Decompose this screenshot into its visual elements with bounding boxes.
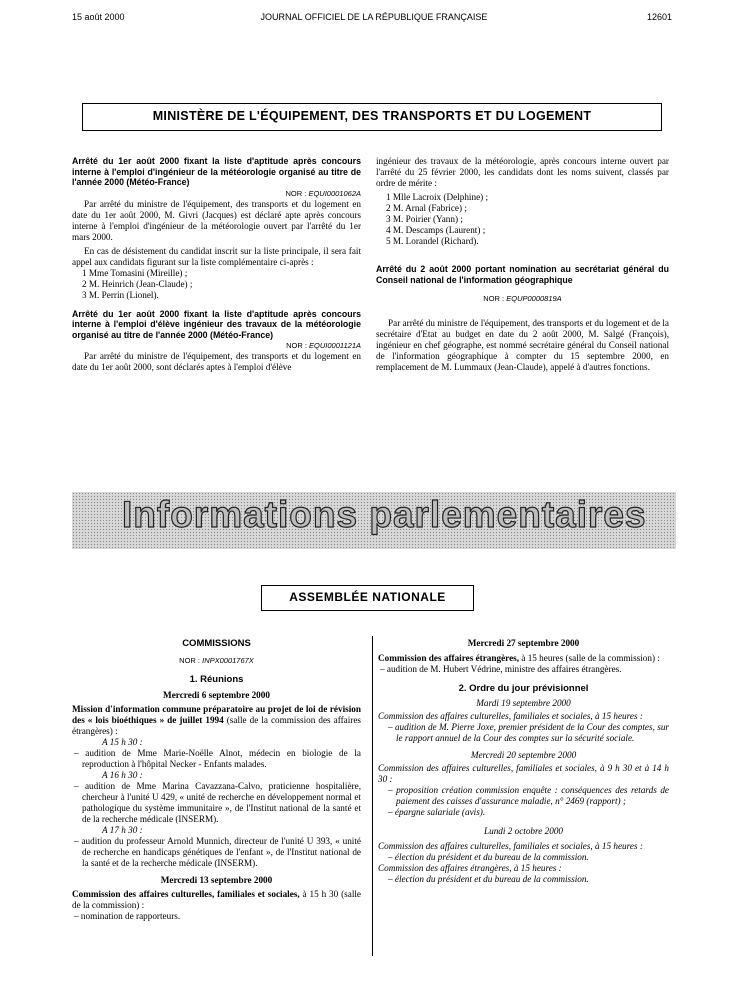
day-heading: Mercredi 6 septembre 2000	[163, 690, 270, 700]
arrete-1-paragraph-1: Par arrêté du ministre de l'équipement, des transports et du logement en date du 1er août 2000, M. Givri (Jacques) est déclaré apte après concours interne à l'emploi d'ingénieur de la météorologie ouvert par l'arrêté du 1er mars 2000.	[72, 198, 361, 242]
commission-paragraph	[378, 653, 669, 664]
section-banner	[72, 492, 676, 549]
arrete-1-paragraph-2: En cas de désistement du candidat inscrit sur la liste principale, il sera fait appel aux candidats figurant sur la liste complémentaire ci-après :	[72, 245, 361, 267]
ordre-heading: 2. Ordre du jour prévisionnel	[458, 683, 589, 694]
day-heading: Lundi 2 octobre 2000	[483, 826, 564, 836]
time-slot: A 16 h 30 :	[102, 770, 143, 780]
list-item: 2 M. Heinrich (Jean-Claude) ;	[82, 278, 193, 289]
reunions-heading: 1. Réunions	[189, 674, 244, 685]
nor-label: NOR :	[179, 656, 201, 665]
day-heading: Mercredi 27 septembre 2000	[467, 638, 580, 648]
time-slot: A 15 h 30 :	[102, 737, 143, 747]
list-item: 2 M. Arnal (Fabrice) ;	[386, 203, 467, 213]
arrete-2-paragraph-1: Par arrêté du ministre de l'équipement, des transports et du logement en date du 1er août 2000, sont déclarés aptes à l'emploi d'élève	[72, 351, 361, 372]
commission-name: Commission des affaires culturelles, familiales et sociales,	[72, 889, 300, 899]
time-slot: A 17 h 30 :	[102, 825, 143, 835]
nor-label: NOR :	[285, 188, 307, 198]
ministry-title: MINISTÈRE DE L'ÉQUIPEMENT, DES TRANSPORTS ET DU LOGEMENT	[152, 109, 592, 123]
agenda-item: – élection du président et du bureau de la commission.	[388, 852, 589, 862]
header-page-number: 12601	[646, 12, 672, 22]
left-top-column	[72, 156, 361, 373]
list-item: 3 M. Perrin (Lionel).	[82, 289, 159, 300]
agenda-item: – audition de M. Hubert Védrine, ministre des affaires étrangères.	[380, 664, 622, 674]
commissions-heading: COMMISSIONS	[182, 638, 251, 649]
right-bottom-column	[378, 638, 669, 885]
nor-code: EQUI0001121A	[309, 341, 361, 350]
agenda-item: – nomination de rapporteurs.	[74, 911, 181, 921]
list-item: 1 Mme Tomasini (Mireille) ;	[82, 267, 188, 278]
assembly-title-box	[261, 585, 474, 611]
agenda-item: – audition du professeur Arnold Munnich, directeur de l'unité U 393, « unité de recherche en handicaps génétiques de l'enfant », de l'Institut national de la santé et de la recherche médicale (INSERM).	[74, 836, 361, 868]
arrete-2-title: Arrêté du 1er août 2000 fixant la liste d'aptitude après concours interne à l'emploi d'élève ingénieur des travaux de la météorologie organisé au titre de l'année 2000 (Météo-France)	[72, 308, 361, 340]
mission-paragraph	[72, 704, 361, 737]
agenda-item: – audition de Mme Marina Cavazzana-Calvo, praticienne hospitalière, chercheur à l'unité U 429, « unité de recherche en développement normal et pathologique du système immunitaire », de l'Institut national de la santé et de la recherche médicale (INSERM).	[74, 781, 361, 824]
banner-title: Informations parlementaires	[122, 494, 647, 535]
agenda-item: – épargne salariale (avis).	[388, 807, 486, 817]
nor-label: NOR :	[483, 294, 505, 303]
list-item: 5 M. Lorandel (Richard).	[386, 236, 479, 246]
commission-paragraph: Commission des affaires culturelles, familiales et sociales, à 15 heures :	[378, 711, 643, 721]
list-item: 1 Mlle Lacroix (Delphine) ;	[386, 192, 489, 202]
list-item: 4 M. Descamps (Laurent) ;	[386, 225, 486, 235]
nor-code: EQUP0000819A	[506, 294, 562, 303]
agenda-item: – audition de M. Pierre Joxe, premier président de la Cour des comptes, sur le rapport annuel de la Cour des comptes sur la sécurité sociale.	[388, 722, 669, 743]
commission-details: à 15 h 30 (salle de la commission) :	[72, 889, 361, 910]
nor-code: INPX0001767X	[202, 656, 254, 665]
mission-location: (salle de la commission des affaires étrangères) :	[72, 715, 361, 736]
mission-title: Mission d'information commune préparatoire au projet de loi de révision des « lois bioéthiques » de juillet 1994	[72, 704, 361, 725]
header-journal-title: JOURNAL OFFICIEL DE LA RÉPUBLIQUE FRANÇAISE	[260, 12, 488, 22]
agenda-item: – audition de Mme Marie-Noëlle Alnot, médecin en biologie de la reproduction à l'hôpital Necker - Enfants malades.	[74, 748, 361, 769]
ministry-title-box	[82, 103, 662, 131]
nor-code: EQUI0001062A	[308, 188, 361, 198]
commission-paragraph	[72, 889, 361, 911]
commission-details: à 15 heures (salle de la commission) :	[519, 653, 660, 663]
arrete-3-nor	[376, 293, 669, 304]
nor-label: NOR :	[286, 341, 307, 350]
right-top-column	[376, 156, 669, 373]
list-item: 3 M. Poirier (Yann) ;	[386, 214, 463, 224]
day-heading: Mardi 19 septembre 2000	[476, 698, 571, 708]
header-date: 15 août 2000	[72, 12, 125, 22]
arrete-2-nor	[72, 340, 361, 351]
arrete-3-paragraph-1: Par arrêté du ministre de l'équipement, des transports et du logement et de la secrétaire d'Etat au budget en date du 2 août 2000, M. Salgé (François), ingénieur en chef géographe, est nommé secrétaire général du Conseil national de l'information géographique à compter du 15 septembre 2000, en remplacement de M. Lummaux (Jean-Claude), appelé à d'autres fonctions.	[376, 318, 669, 372]
commission-paragraph: Commission des affaires étrangères, à 15 heures :	[378, 863, 562, 873]
arrete-2-continuation: ingénieur des travaux de la météorologie, après concours interne ouvert par l'arrêté du 25 février 2000, les candidats dont les noms suivent, classés par ordre de mérite :	[376, 156, 669, 188]
commission-paragraph: Commission des affaires culturelles, familiales et sociales, à 9 h 30 et à 14 h 30 :	[378, 763, 669, 784]
day-heading: Mercredi 20 septembre 2000	[470, 750, 577, 760]
arrete-1-title: Arrêté du 1er août 2000 fixant la liste d'aptitude après concours interne à l'emploi d'ingénieur de la météorologie organisé au titre de l'année 2000 (Météo-France)	[72, 156, 361, 187]
commission-paragraph: Commission des affaires culturelles, familiales et sociales, à 15 heures :	[378, 841, 643, 851]
column-divider	[372, 636, 373, 956]
assembly-title: ASSEMBLÉE NATIONALE	[289, 590, 446, 604]
commission-name: Commission des affaires étrangères,	[378, 653, 520, 663]
day-heading: Mercredi 13 septembre 2000	[160, 875, 273, 885]
agenda-item: – élection du président et du bureau de la commission.	[388, 874, 589, 884]
agenda-item: – proposition création commission enquête : conséquences des retards de paiement des caisses d'assurance maladie, n° 2469 (rapport) ;	[388, 785, 669, 806]
left-bottom-column	[72, 638, 361, 922]
commissions-nor	[72, 655, 361, 666]
arrete-1-nor	[72, 188, 361, 199]
arrete-3-title: Arrêté du 2 août 2000 portant nomination au secrétariat général du Conseil national de l'information géographique	[376, 264, 669, 285]
